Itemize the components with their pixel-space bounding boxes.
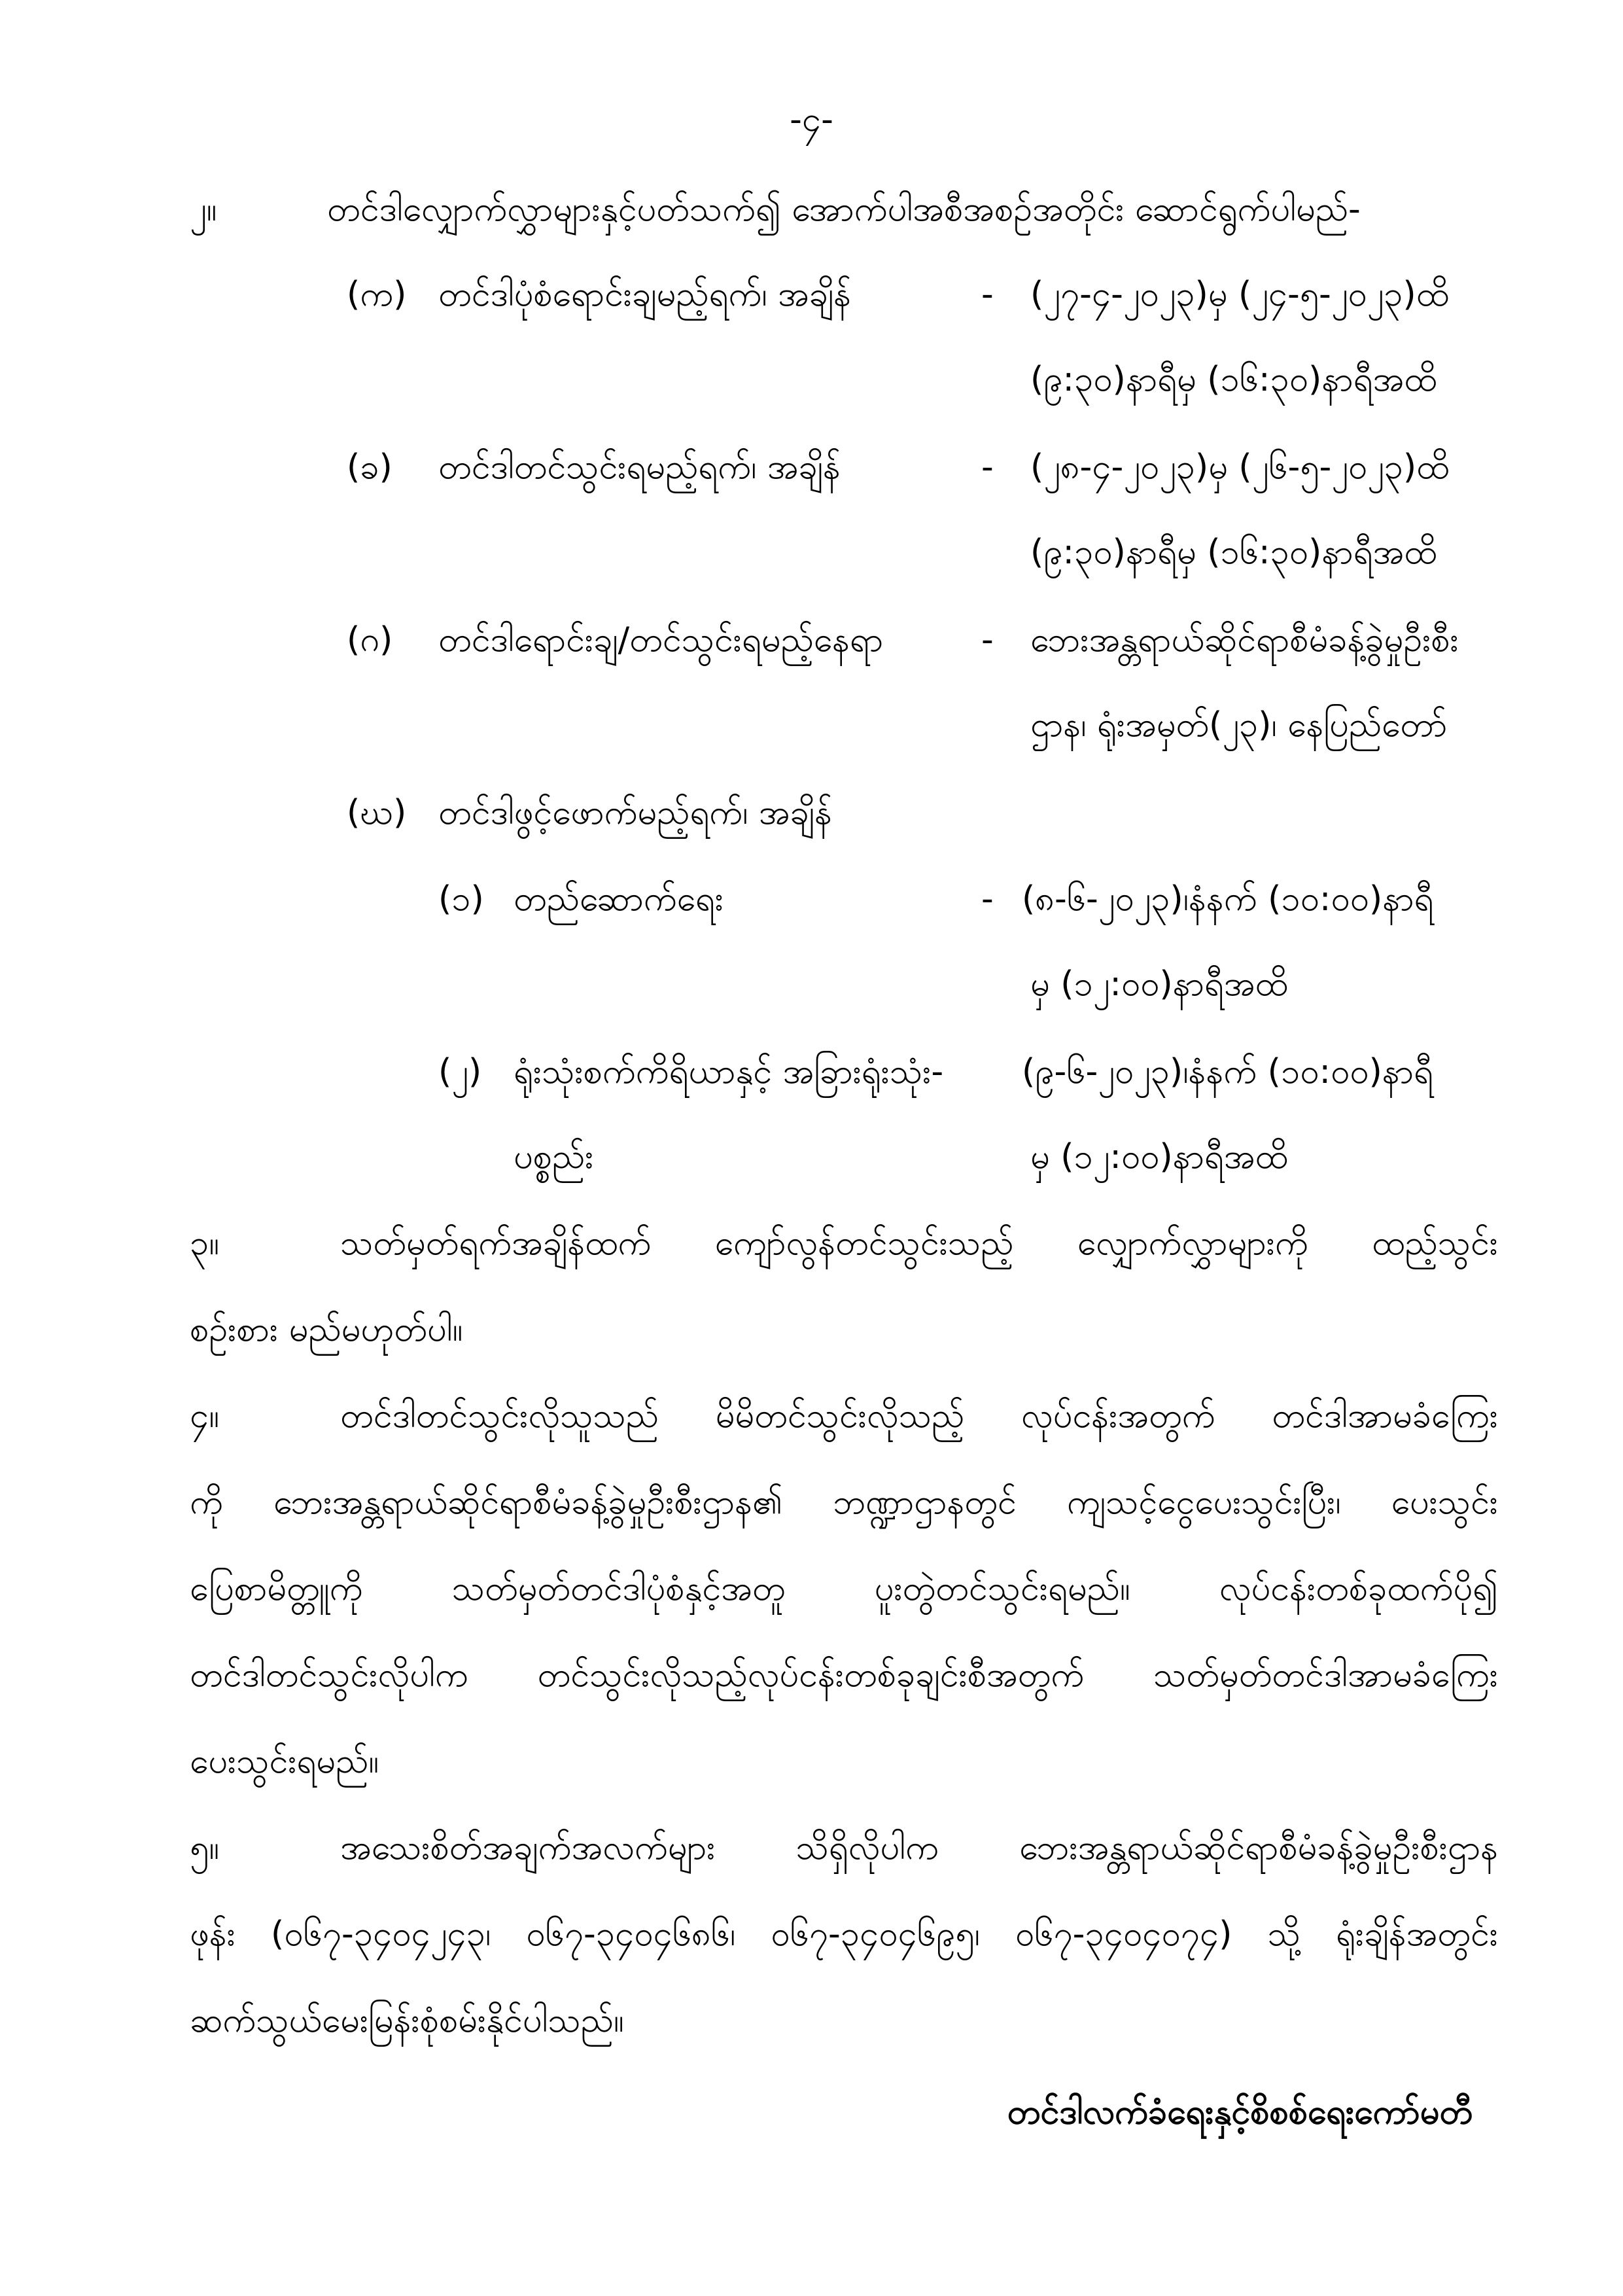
- word: ပေးသွင်း: [1391, 1483, 1498, 1522]
- item-b-value-line1: (၂၈-၄-၂၀၂၃)မှ (၂၆-၅-၂၀၂၃)ထိ: [1030, 448, 1450, 487]
- committee-signature: တင်ဒါလက်ခံရေးနှင့်စိစစ်ရေးကော်မတီ: [1007, 2093, 1473, 2132]
- word: ရုံးချိန်အတွင်း: [1336, 1915, 1498, 1954]
- item-a-dash: -: [981, 275, 994, 314]
- item-a-label: တင်ဒါပုံစံရောင်းချမည့်ရက်၊ အချိန်: [438, 275, 852, 314]
- item-d-label: တင်ဒါဖွင့်ဖောက်မည့်ရက်၊ အချိန်: [438, 793, 832, 832]
- sub-1-value-line1: (၈-၆-၂၀၂၃)၊နံနက် (၁၀:၀၀)နာရီ: [1022, 879, 1434, 919]
- word: သို့: [1267, 1915, 1300, 1954]
- section-4-number: ၄။: [190, 1396, 219, 1436]
- word: ကို: [190, 1483, 223, 1522]
- word: အသေးစိတ်အချက်အလက်များ: [340, 1828, 716, 1867]
- sub-2-mark: (၂): [438, 1052, 482, 1091]
- item-b-dash: -: [981, 448, 994, 487]
- item-c-value-line1: ဘေးအန္တရာယ်ဆိုင်ရာစီမံခန့်ခွဲမှုဦးစီး: [1030, 620, 1459, 660]
- word: ကျော်လွန်တင်သွင်းသည့်: [714, 1224, 1014, 1263]
- section-5-number: ၅။: [190, 1828, 219, 1867]
- section-5-line1: [340, 1820, 1498, 1875]
- item-b-mark: (ခ): [347, 448, 393, 487]
- section-3-line1: [340, 1216, 1498, 1271]
- sub-1-dash: -: [981, 879, 994, 919]
- word: ပြေစာမိတ္တူကို: [190, 1569, 363, 1608]
- item-b-label: တင်ဒါတင်သွင်းရမည့်ရက်၊ အချိန်: [438, 448, 841, 487]
- word: တင်ဒါတင်သွင်းလိုသူသည်: [340, 1396, 659, 1436]
- section-2-text: တင်ဒါလျှောက်လွှာများနှင့်ပတ်သက်၍ အောက်ပါအစီအစဉ်အတိုင်း ဆောင်ရွက်ပါမည်-: [327, 190, 1361, 229]
- sub-2-label-line2: ပစ္စည်း: [514, 1137, 594, 1176]
- sub-1-value-line2: မှ (၁၂:၀၀)နာရီအထိ: [1030, 964, 1288, 1004]
- word: ဖုန်း: [190, 1915, 236, 1954]
- word: တင်သွင်းလိုသည့်လုပ်ငန်းတစ်ခုချင်းစီအတွက်: [537, 1655, 1085, 1695]
- section-4-line1: [340, 1388, 1498, 1443]
- section-3-line2: စဉ်းစား မည်မဟုတ်ပါ။: [190, 1310, 463, 1349]
- word: ထည့်သွင်း: [1372, 1224, 1498, 1263]
- word: သတ်မှတ်တင်ဒါပုံစံနှင့်အတူ: [451, 1569, 786, 1608]
- item-c-dash: -: [981, 620, 994, 660]
- item-a-value-line2: (၉:၃၀)နာရီမှ (၁၆:၃၀)နာရီအထိ: [1030, 360, 1437, 399]
- word: ဘေးအန္တရာယ်ဆိုင်ရာစီမံခန့်ခွဲမှုဦးစီးဌာန၏: [273, 1483, 783, 1522]
- word: ပူးတွဲတင်သွင်းရမည်။: [874, 1569, 1130, 1608]
- word: တင်ဒါအာမခံကြေး: [1272, 1396, 1498, 1436]
- word: သတ်မှတ်တင်ဒါအာမခံကြေး: [1153, 1655, 1498, 1695]
- sub-2-value-line2: မှ (၁၂:၀၀)နာရီအထိ: [1030, 1137, 1288, 1176]
- section-2-number: ၂။: [190, 190, 217, 229]
- word: သတ်မှတ်ရက်အချိန်ထက်: [340, 1224, 652, 1263]
- word: လုပ်ငန်းတစ်ခုထက်ပို၍: [1219, 1569, 1498, 1608]
- item-c-label: တင်ဒါရောင်းချ/တင်သွင်းရမည့်နေရာ: [438, 620, 884, 660]
- word: ကျသင့်ငွေပေးသွင်းပြီး၊: [1066, 1483, 1341, 1522]
- word: လျှောက်လွှာများကို: [1077, 1224, 1308, 1263]
- item-b-value-line2: (၉:၃၀)နာရီမှ (၁၆:၃၀)နာရီအထိ: [1030, 533, 1437, 572]
- word: ၀၆၇-၃၄၀၄၀၇၄): [1015, 1915, 1232, 1954]
- word: ၀၆၇-၃၄၀၄၆၈၆၊: [526, 1915, 736, 1954]
- word: ဘေးအန္တရာယ်ဆိုင်ရာစီမံခန့်ခွဲမှုဦးစီးဌာန: [1019, 1828, 1498, 1867]
- word: (၀၆၇-၃၄၀၄၂၄၃၊: [270, 1915, 491, 1954]
- item-c-value-line2: ဌာန၊ ရုံးအမှတ်(၂၃)၊ နေပြည်တော်: [1030, 705, 1448, 745]
- word: လုပ်ငန်းအတွက်: [1021, 1396, 1215, 1436]
- section-4-line4: [190, 1648, 1498, 1703]
- item-a-mark: (က): [347, 275, 407, 314]
- section-5-line2: [190, 1907, 1498, 1962]
- section-5-line3: ဆက်သွယ်မေးမြန်းစုံစမ်းနိုင်ပါသည်။: [190, 2001, 624, 2040]
- word: ၀၆၇-၃၄၀၄၆၉၅၊: [771, 1915, 980, 1954]
- section-4-line3: [190, 1561, 1498, 1616]
- item-a-value-line1: (၂၇-၄-၂၀၂၃)မှ (၂၄-၅-၂၀၂၃)ထိ: [1030, 275, 1449, 314]
- sub-2-label-line1: ရုံးသုံးစက်ကိရိယာနှင့် အခြားရုံးသုံး-: [514, 1052, 944, 1091]
- sub-2-value-line1: (၉-၆-၂၀၂၃)၊နံနက် (၁၀:၀၀)နာရီ: [1022, 1052, 1433, 1091]
- item-d-mark: (ဃ): [347, 793, 407, 832]
- page-number: -၄-: [790, 100, 833, 139]
- word: မိမိတင်သွင်းလိုသည့်: [715, 1396, 965, 1436]
- sub-1-label: တည်ဆောက်ရေး: [514, 879, 724, 919]
- word: တင်ဒါတင်သွင်းလိုပါက: [190, 1655, 468, 1695]
- section-4-line2: [190, 1475, 1498, 1530]
- section-4-line5: ပေးသွင်းရမည်။: [190, 1742, 379, 1781]
- word: ဘဏ္ဍာဌာနတွင်: [833, 1483, 1017, 1522]
- section-3-number: ၃။: [190, 1224, 219, 1263]
- sub-1-mark: (၁): [438, 879, 484, 919]
- word: သိရှိလိုပါက: [795, 1828, 939, 1867]
- item-c-mark: (ဂ): [347, 620, 393, 660]
